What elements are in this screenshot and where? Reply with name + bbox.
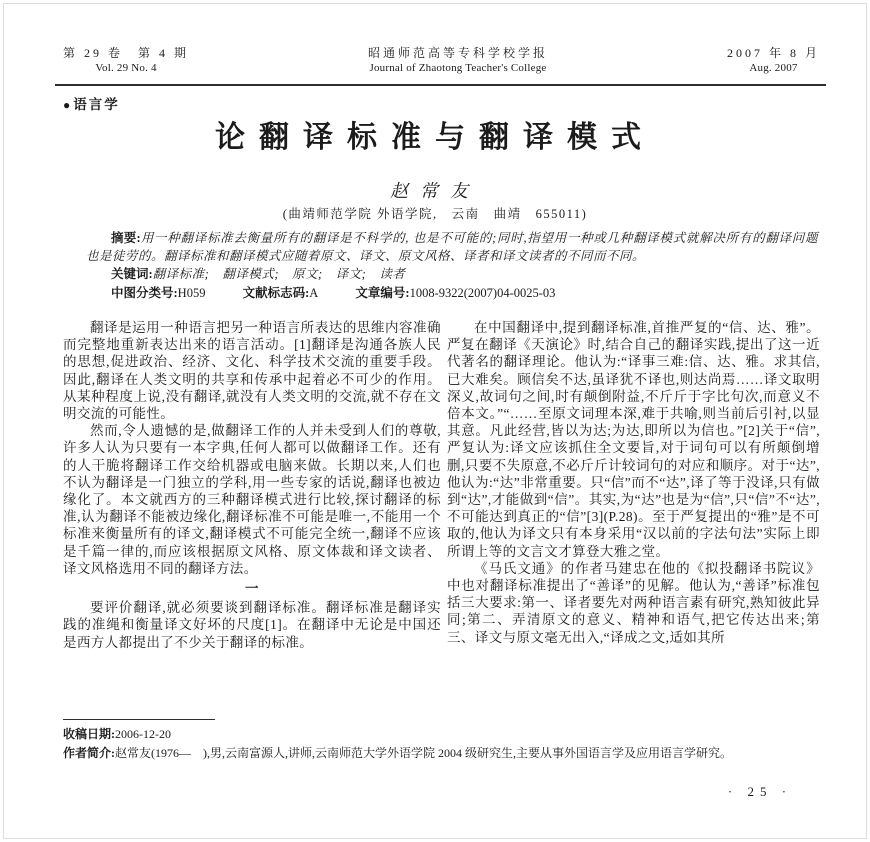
meta-line [86,284,818,302]
clc-label: 中图分类号: [111,285,178,300]
masthead-date [727,46,820,76]
paragraph: 在中国翻译中,提到翻译标准,首推严复的“信、达、雅”。严复在翻译《天演论》时,结合自己的翻译实践,提出了这一近代著名的翻译理论。他认为:“译事三难:信、达、雅。求其信,已大难矣。顾信矣不达,虽译犹不译也,则达尚焉……译文取明深义,故词句之间,时有颠倒附益,不斤斤于字比句次,而意义不倍本文。”“……至原文词理本深,难于共喻,则当前后引衬,以显其意。凡此经营,皆以为达;为达,即所以为信也。”[2]关于“信”,严复认为:译文应该抓住全文要旨,对于词句可以有所颠倒增删,只要不失原意,不必斤斤计较词句的对应和顺序。对于“达”,他认为:“达”非常重要。只“信”而不“达”,译了等于没译,只有做到“达”,才能做到“信”。其实,为“达”也是为“信”,只“信”不“达”,不可能达到真正的“信”[3](P.28)。至于严复提出的“雅”是不可取的,他认为译文只有本身采用“汉以前的字法句法”实际上即所谓上等的文言文才算登大雅之堂。 [447,320,820,559]
category-label: 语言学 [73,97,120,112]
received-date-label: 收稿日期: [63,727,115,741]
section-category [63,93,120,113]
author-affiliation: (曲靖师范学院 外语学院, 云南 曲靖 655011) [282,207,588,221]
issue-date-en: Aug. 2007 [749,62,798,74]
paragraph: 《马氏文通》的作者马建忠在他的《拟投翻译书院议》中也对翻译标准提出了“善译”的见解。他认为,“善译”标准包括三大要求:第一、译者要先对两种语言素有研究,熟知彼此异同;第二、弄清原文的意义、精神和语气,把它传达出来;第三、译文与原文毫无出入,“译成之文,适如其所 [447,560,820,645]
author-bio-line [63,744,820,762]
received-date-value: 2006-12-20 [115,727,171,741]
paragraph: 要评价翻译,就必须要谈到翻译标准。翻译标准是翻译实践的准绳和衡量译文好坏的尺度[1]。在翻译中无论是中国还是西方人都提出了不少关于翻译的标准。 [63,600,441,650]
page-number: · 25 · [727,784,793,799]
doc-code-label: 文献标志码: [242,285,310,300]
body-column-left [63,319,441,723]
keywords-text: 翻译标准; 翻译模式; 原文; 译文; 读者 [152,267,406,282]
journal-name-en: Journal of Zhaotong Teacher's College [369,62,547,74]
abstract-text: 用一种翻译标准去衡量所有的翻译是不科学的, 也是不可能的;同时,指望用一种或几种翻译模式就解决所有的翻译问题也是徒劳的。翻译标准和翻译模式应随着原文、译文、原文风格、译者和译文读者的不同而不同。 [86,231,818,264]
journal-name-cn: 昭通师范高等专科学校学报 [367,46,548,60]
volume-issue-cn: 第 29 卷 第 4 期 [63,46,190,60]
footnote-divider-rule [63,719,215,720]
article-id-value: 1008-9322(2007)04-0025-03 [409,285,556,300]
volume-issue-en: Vol. 29 No. 4 [95,62,157,74]
bullet-icon: ● [63,98,73,112]
doc-code-pair [243,286,319,300]
footnote-block [63,719,820,762]
paragraph: 翻译是运用一种语言把另一种语言所表达的思维内容准确而完整地重新表达出来的语言活动。[1]翻译是沟通各族人民的思想,促进政治、经济、文化、科学技术交流的重要手段。因此,翻译在人类文明的共享和传承中起着必不可少的作用。从某种程度上说,没有翻译,就没有人类文明的交流,就不存在文明交流的可能性。 [63,320,441,422]
abstract-paragraph [86,229,818,265]
article-id-label: 文章编号: [355,285,410,300]
author-name: 赵常友 [390,181,480,201]
journal-masthead [63,46,820,76]
article-title: 论翻译标准与翻译模式 [215,121,655,154]
paragraph: 然而,令人遗憾的是,做翻译工作的人并未受到人们的尊敬,许多人认为只要有一本字典,任何人都可以做翻译工作。还有的人干脆将翻译工作交给机器或电脑来做。长期以来,人们也不认为翻译是一门独立的学科,用一些专家的话说,翻译也被边缘化了。本文就西方的三种翻译模式进行比较,探讨翻译的标准,认为翻译不能被边缘化,翻译标准不可能是唯一,不能用一个标准来衡量所有的译文,翻译模式不可能完全统一,翻译不应该是千篇一律的,而应该根据原文风格、原文体裁和译文读者、译文风格选用不同的翻译方法。 [63,423,441,576]
masthead-journal-name [368,46,548,76]
keywords-line [86,265,818,283]
doc-code-value: A [309,285,319,300]
article-id-pair [355,286,555,300]
section-number-heading: 一 [245,581,259,597]
masthead-volume [63,46,189,76]
author-bio-label: 作者简介: [63,746,115,760]
body-column-right [447,319,820,759]
author-bio-text: 赵常友(1976— ),男,云南富源人,讲师,云南师范大学外语学院 2004 级研究生,主要从事外国语言学及应用语言学研究。 [115,746,732,760]
abstract-block [86,229,818,302]
received-date-line [63,725,820,743]
clc-value: H059 [177,285,206,300]
abstract-label: 摘要: [111,231,141,245]
clc-pair [111,286,205,300]
keywords-label: 关键词: [111,267,153,282]
issue-date-cn: 2007 年 8 月 [726,46,820,60]
masthead-divider-rule [55,84,826,86]
